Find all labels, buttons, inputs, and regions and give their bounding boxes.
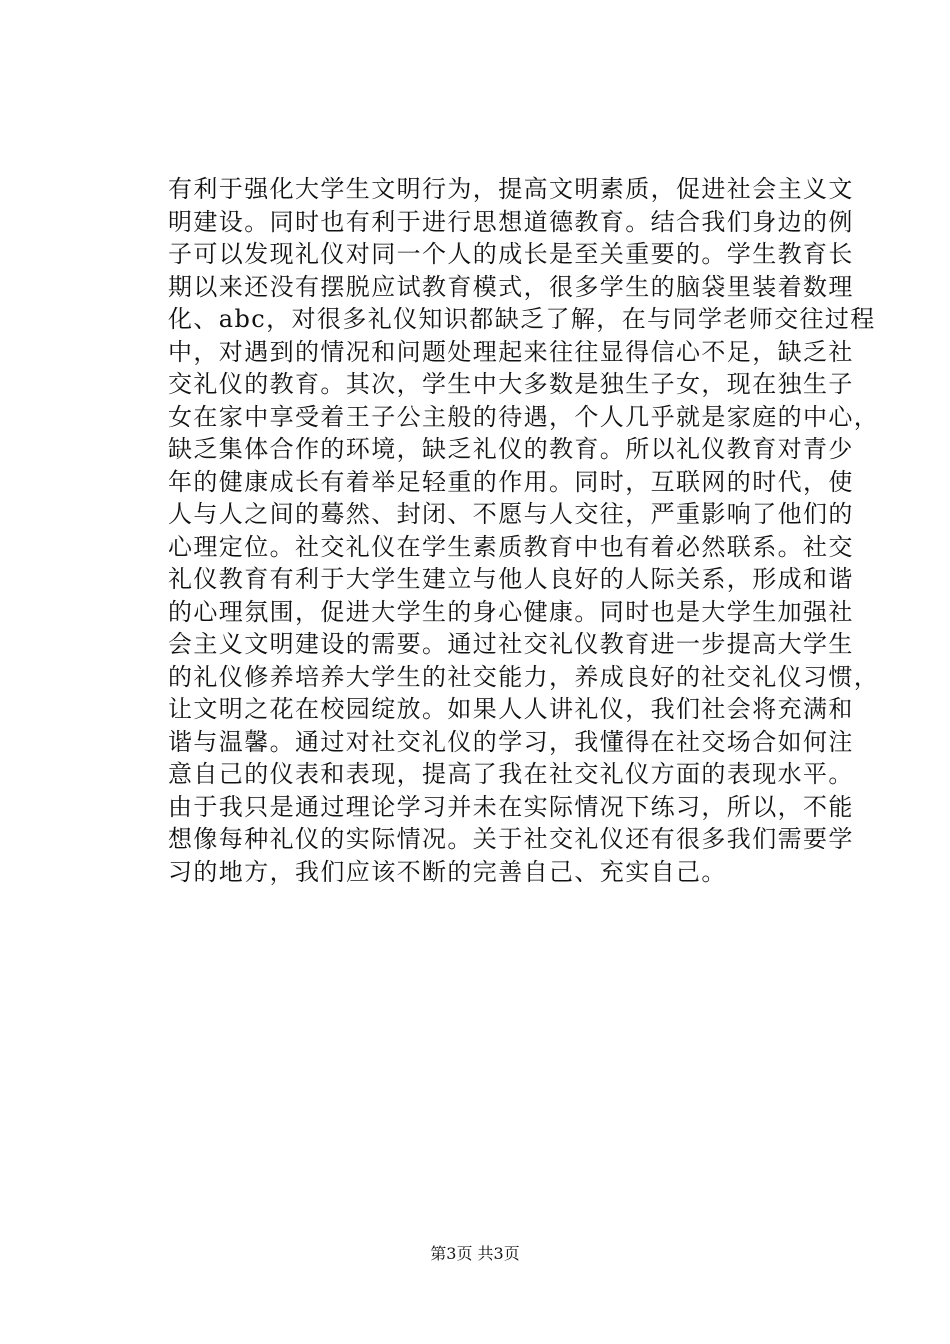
text-line: 子可以发现礼仪对同一个人的成长是至关重要的。学生教育长 [168, 240, 854, 268]
text-line: 心理定位。社交礼仪在学生素质教育中也有着必然联系。社交 [168, 532, 854, 561]
text-line: 由于我只是通过理论学习并未在实际情况下练习，所以，不能 [168, 792, 854, 821]
text-line: 年的健康成长有着举足轻重的作用。同时，互联网的时代，使 [168, 467, 854, 496]
text-line: 让文明之花在校园绽放。如果人人讲礼仪，我们社会将充满和 [168, 695, 854, 723]
text-line: 有利于强化大学生文明行为，提高文明素质，促进社会主义文 [168, 175, 854, 203]
text-line: 期以来还没有摆脱应试教育模式，很多学生的脑袋里装着数理 [168, 272, 854, 301]
text-line: 缺乏集体合作的环境，缺乏礼仪的教育。所以礼仪教育对青少 [168, 435, 854, 463]
text-line: 中，对遇到的情况和问题处理起来往往显得信心不足，缺乏社 [168, 337, 854, 366]
text-line: 女在家中享受着王子公主般的待遇，个人几乎就是家庭的中心， [168, 402, 880, 431]
text-line: 明建设。同时也有利于进行思想道德教育。结合我们身边的例 [168, 207, 854, 236]
text-line: 交礼仪的教育。其次，学生中大多数是独生子女，现在独生子 [168, 370, 854, 398]
text-line: 的心理氛围，促进大学生的身心健康。同时也是大学生加强社 [168, 597, 854, 626]
text-line: 习的地方，我们应该不断的完善自己、充实自己。 [168, 857, 727, 886]
text-line: 的礼仪修养培养大学生的社交能力，养成良好的社交礼仪习惯， [168, 662, 880, 691]
text-line: 人与人之间的蓦然、封闭、不愿与人交往，严重影响了他们的 [168, 500, 854, 528]
text-line: 礼仪教育有利于大学生建立与他人良好的人际关系，形成和谐 [168, 565, 854, 593]
text-line: 化、abc，对很多礼仪知识都缺乏了解，在与同学老师交往过程 [168, 305, 876, 333]
text-line: 会主义文明建设的需要。通过社交礼仪教育进一步提高大学生 [168, 630, 854, 658]
text-line: 谐与温馨。通过对社交礼仪的学习，我懂得在社交场合如何注 [168, 727, 854, 756]
body-text [168, 173, 880, 888]
text-line: 意自己的仪表和表现，提高了我在社交礼仪方面的表现水平。 [168, 760, 854, 788]
text-line: 想像每种礼仪的实际情况。关于社交礼仪还有很多我们需要学 [168, 825, 854, 853]
page-number-footer: 第3页 共3页 [430, 1244, 520, 1263]
